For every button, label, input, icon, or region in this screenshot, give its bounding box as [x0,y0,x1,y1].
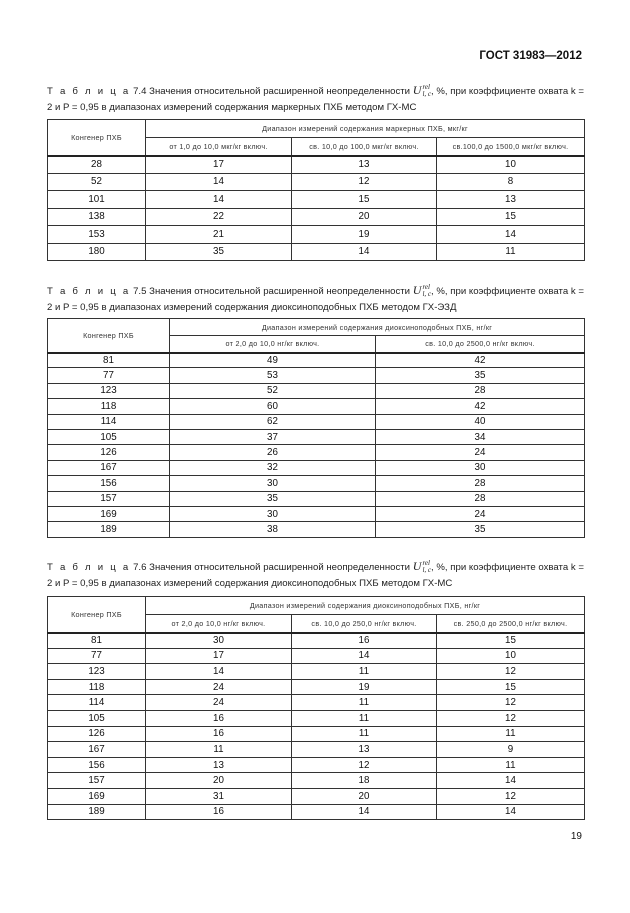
value-cell: 24 [146,695,292,711]
value-cell: 16 [292,633,437,649]
value-cell: 16 [146,726,292,742]
value-cell: 11 [146,742,292,758]
value-cell: 52 [170,383,376,398]
uncertainty-symbol: Urel l, c [412,559,431,575]
table-row [48,460,585,475]
value-cell: 24 [376,506,585,521]
congener-cell: 118 [48,679,146,695]
header-range-1: от 2,0 до 10,0 нг/кг включ. [170,336,376,353]
table-row [48,399,585,414]
table-7-4-caption [47,82,584,116]
value-cell: 42 [376,399,585,414]
header-congener: Конгенер ПХБ [48,597,146,633]
header-range-3: св.100,0 до 1500,0 мкг/кг включ. [437,138,585,156]
caption-text: Значения относительной расширенной неопределенности [149,86,411,97]
table-row [48,695,585,711]
value-cell: 11 [292,710,437,726]
table-7-4 [47,119,585,261]
value-cell: 12 [292,757,437,773]
congener-cell: 77 [48,368,170,383]
value-cell: 49 [170,353,376,368]
table-row [48,506,585,521]
value-cell: 11 [437,726,585,742]
value-cell: 9 [437,742,585,758]
table-row [48,368,585,383]
congener-cell: 52 [48,173,146,191]
table-row [48,414,585,429]
value-cell: 38 [170,522,376,537]
value-cell: 35 [376,368,585,383]
congener-cell: 167 [48,742,146,758]
congener-cell: 189 [48,804,146,820]
header-range: Диапазон измерений содержания маркерных ПХБ, мкг/кг [146,120,585,138]
value-cell: 16 [146,710,292,726]
value-cell: 13 [292,742,437,758]
value-cell: 18 [292,773,437,789]
congener-cell: 101 [48,191,146,209]
header-range-2: св. 10,0 до 2500,0 нг/кг включ. [376,336,585,353]
congener-cell: 81 [48,353,170,368]
value-cell: 12 [437,664,585,680]
value-cell: 34 [376,429,585,444]
value-cell: 8 [437,173,585,191]
value-cell: 19 [292,679,437,695]
header-range-1: от 1,0 до 10,0 мкг/кг включ. [146,138,292,156]
value-cell: 15 [437,679,585,695]
value-cell: 35 [170,491,376,506]
value-cell: 31 [146,788,292,804]
value-cell: 28 [376,383,585,398]
value-cell: 13 [146,757,292,773]
value-cell: 26 [170,445,376,460]
uncertainty-symbol: Urel l, c [412,283,431,299]
table-label: Т а б л и ц а [47,286,131,297]
table-row [48,757,585,773]
congener-cell: 28 [48,156,146,174]
value-cell: 19 [292,226,437,244]
value-cell: 17 [146,156,292,174]
caption-text-end: , %, при коэффициенте охвата k = 2 и P = 0,95 в диапазонах измерений содержания маркерных ПХБ методом ГХ-МС [47,86,584,113]
value-cell: 15 [292,191,437,209]
congener-cell: 105 [48,429,170,444]
value-cell: 10 [437,648,585,664]
table-row [48,773,585,789]
congener-cell: 169 [48,788,146,804]
table-7-6-caption [47,558,584,592]
table-row [48,804,585,820]
value-cell: 12 [437,695,585,711]
table-row [48,383,585,398]
table-row [48,226,585,244]
value-cell: 53 [170,368,376,383]
value-cell: 14 [146,191,292,209]
table-row [48,243,585,261]
header-range-2: св. 10,0 до 250,0 нг/кг включ. [292,615,437,633]
value-cell: 40 [376,414,585,429]
congener-cell: 156 [48,757,146,773]
table-row [48,742,585,758]
congener-cell: 114 [48,414,170,429]
page-number: 19 [570,831,582,842]
congener-cell: 156 [48,476,170,491]
congener-cell: 77 [48,648,146,664]
header-congener: Конгенер ПХБ [48,120,146,156]
congener-cell: 118 [48,399,170,414]
value-cell: 30 [376,460,585,475]
table-row [48,633,585,649]
value-cell: 14 [437,773,585,789]
congener-cell: 157 [48,491,170,506]
value-cell: 37 [170,429,376,444]
table-row [48,191,585,209]
table-number: 7.5 [133,286,147,297]
value-cell: 20 [292,208,437,226]
value-cell: 17 [146,648,292,664]
congener-cell: 189 [48,522,170,537]
table-row [48,429,585,444]
document-standard-code: ГОСТ 31983—2012 [479,50,582,62]
value-cell: 11 [292,695,437,711]
table-row [48,710,585,726]
header-range-3: св. 250,0 до 2500,0 нг/кг включ. [437,615,585,633]
congener-cell: 138 [48,208,146,226]
value-cell: 14 [437,804,585,820]
caption-text-end: , %, при коэффициенте охвата k = 2 и P = 0,95 в диапазонах измерений содержания диоксиноподобных ПХБ методом ГХ-МС [47,562,584,589]
table-7-5-caption [47,282,584,316]
header-range: Диапазон измерений содержания диоксиноподобных ПХБ, нг/кг [170,319,585,336]
congener-cell: 157 [48,773,146,789]
value-cell: 60 [170,399,376,414]
value-cell: 14 [437,226,585,244]
value-cell: 28 [376,476,585,491]
value-cell: 21 [146,226,292,244]
table-row [48,522,585,537]
value-cell: 11 [292,726,437,742]
value-cell: 30 [170,476,376,491]
congener-cell: 114 [48,695,146,711]
table-row [48,648,585,664]
caption-text: Значения относительной расширенной неопределенности [149,286,411,297]
table-row [48,726,585,742]
table-label: Т а б л и ц а [47,86,131,97]
value-cell: 62 [170,414,376,429]
value-cell: 32 [170,460,376,475]
value-cell: 11 [292,664,437,680]
caption-text: Значения относительной расширенной неопределенности [149,562,411,573]
congener-cell: 123 [48,664,146,680]
congener-cell: 180 [48,243,146,261]
value-cell: 13 [292,156,437,174]
value-cell: 16 [146,804,292,820]
table-number: 7.4 [133,86,147,97]
value-cell: 30 [170,506,376,521]
value-cell: 13 [437,191,585,209]
header-range: Диапазон измерений содержания диоксиноподобных ПХБ, нг/кг [146,597,585,615]
value-cell: 14 [292,243,437,261]
table-row [48,788,585,804]
value-cell: 11 [437,757,585,773]
value-cell: 30 [146,633,292,649]
table-row [48,679,585,695]
value-cell: 20 [292,788,437,804]
value-cell: 42 [376,353,585,368]
congener-cell: 167 [48,460,170,475]
table-label: Т а б л и ц а [47,562,131,573]
congener-cell: 169 [48,506,170,521]
table-row [48,445,585,460]
caption-text-end: , %, при коэффициенте охвата k = 2 и P = 0,95 в диапазонах измерений содержания диоксиноподобных ПХБ методом ГХ-ЭЗД [47,286,584,313]
table-row [48,491,585,506]
value-cell: 20 [146,773,292,789]
value-cell: 24 [146,679,292,695]
value-cell: 14 [292,804,437,820]
value-cell: 35 [146,243,292,261]
table-row [48,173,585,191]
table-7-6 [47,596,585,820]
value-cell: 15 [437,208,585,226]
header-congener: Конгенер ПХБ [48,319,170,353]
value-cell: 28 [376,491,585,506]
header-range-1: от 2,0 до 10,0 нг/кг включ. [146,615,292,633]
value-cell: 14 [146,173,292,191]
value-cell: 15 [437,633,585,649]
value-cell: 12 [437,788,585,804]
congener-cell: 153 [48,226,146,244]
value-cell: 12 [437,710,585,726]
value-cell: 12 [292,173,437,191]
value-cell: 35 [376,522,585,537]
value-cell: 24 [376,445,585,460]
table-row [48,353,585,368]
uncertainty-symbol: Urel l, c [412,83,431,99]
table-row [48,156,585,174]
table-row [48,476,585,491]
value-cell: 22 [146,208,292,226]
congener-cell: 126 [48,445,170,460]
table-7-5 [47,318,585,538]
congener-cell: 81 [48,633,146,649]
value-cell: 14 [292,648,437,664]
value-cell: 10 [437,156,585,174]
value-cell: 11 [437,243,585,261]
congener-cell: 123 [48,383,170,398]
table-number: 7.6 [133,562,147,573]
value-cell: 14 [146,664,292,680]
header-range-2: св. 10,0 до 100,0 мкг/кг включ. [292,138,437,156]
table-row [48,208,585,226]
congener-cell: 105 [48,710,146,726]
congener-cell: 126 [48,726,146,742]
table-row [48,664,585,680]
